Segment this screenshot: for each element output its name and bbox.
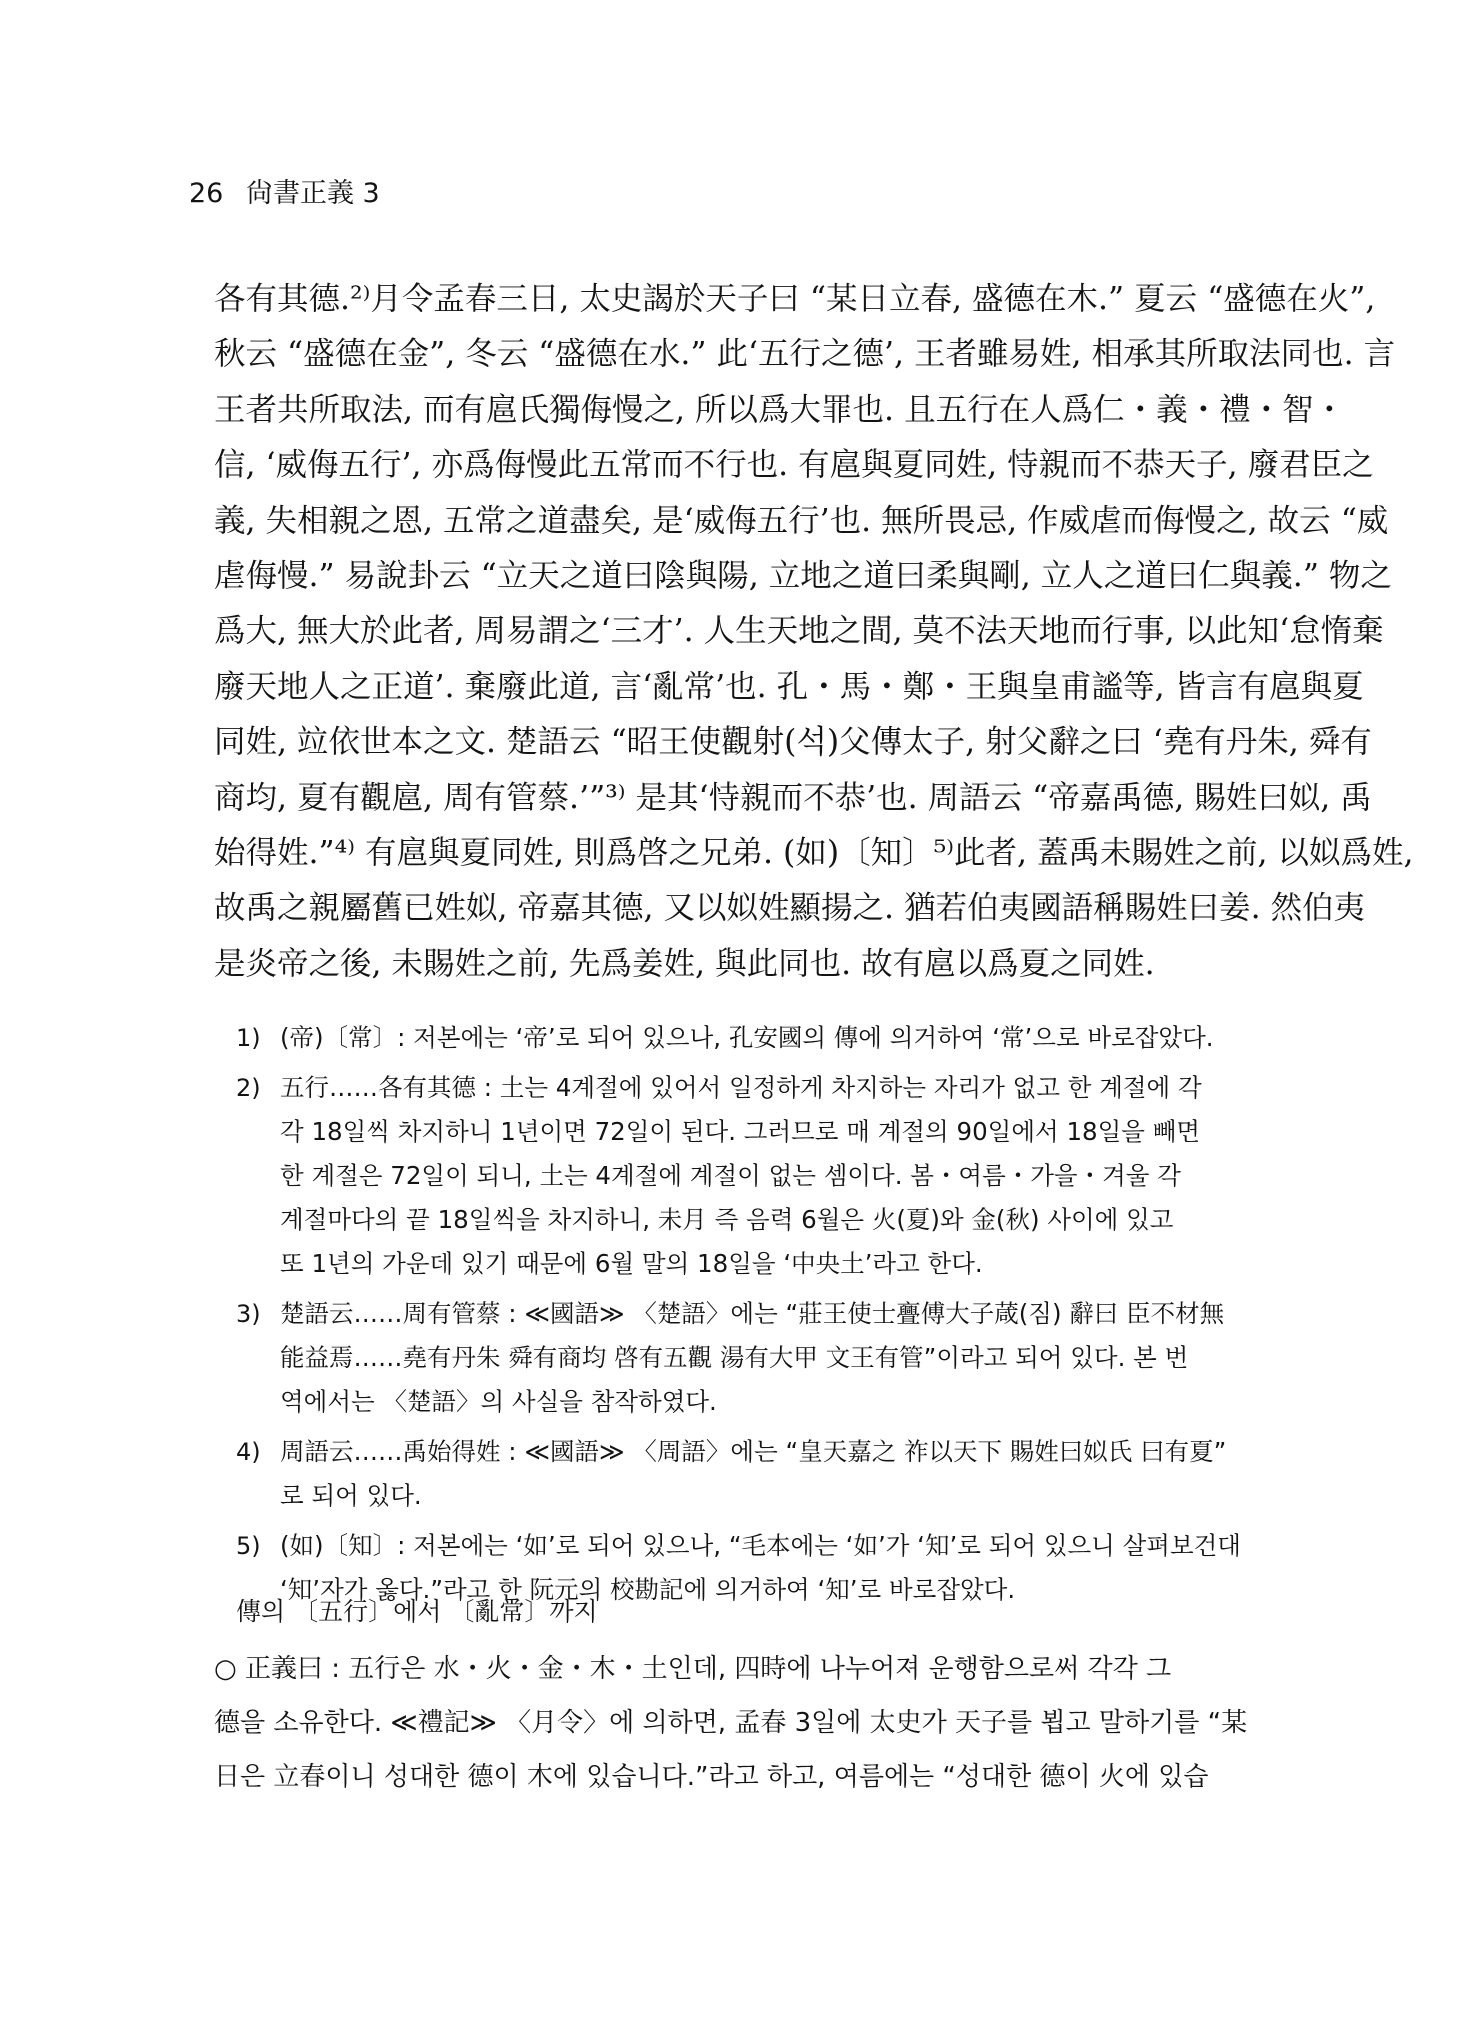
main-line: 商均, 夏有觀扈, 周有管蔡.’”³⁾ 是其‘恃親而不恭’也. 周語云 “帝嘉禹德, 賜姓曰姒, 禹 [214,779,1372,816]
footnote-line: (帝)〔常〕: 저본에는 ‘帝’로 되어 있으나, 孔安國의 傳에 의거하여 ‘常’으로 바로잡았다. [280,1023,1214,1052]
running-header [189,176,380,212]
footnote-line: 楚語云……周有管蔡 : ≪國語≫ 〈楚語〉에는 “莊王使士亹傅大子葴(짐) 辭曰 臣不材無 [280,1299,1225,1328]
footnote-line: 계절마다의 끝 18일씩을 차지하니, 未月 즉 음력 6월은 火(夏)와 金(秋) 사이에 있고 [280,1205,1174,1234]
main-line: 各有其德.²⁾月令孟春三日, 太史謁於天子曰 “某日立春, 盛德在木.” 夏云 “盛德在火”, [214,281,1376,317]
main-line: 虐侮慢.” 易說卦云 “立天之道曰陰與陽, 立地之道曰柔與剛, 立人之道曰仁與義.” 物之 [214,558,1392,595]
book-title: 尙書正義 3 [245,178,380,209]
commentary-line: ○ 正義曰 : 五行은 水・火・金・木・土인데, 四時에 나누어져 운행함으로써 각각 그 [214,1654,1172,1684]
main-line: 王者共所取法, 而有扈氏獨侮慢之, 所以爲大罪也. 且五行在人爲仁・義・禮・智・ [214,391,1346,428]
footnote-number: 4) [236,1438,261,1466]
footnote-3 [236,1292,1280,1424]
commentary-text [214,1642,1278,1804]
commentary-line: 日은 立春이니 성대한 德이 木에 있습니다.”라고 하고, 여름에는 “성대한 德이 火에 있습 [214,1762,1209,1792]
footnote-body [280,1292,1280,1424]
main-line: 信, ‘威侮五行’, 亦爲侮慢此五常而不行也. 有扈與夏同姓, 恃親而不恭天子, 廢君臣之 [214,447,1374,484]
footnote-number: 2) [236,1074,261,1102]
footnote-line: ‘知’자가 옳다.”라고 한 阮元의 校勘記에 의거하여 ‘知’로 바로잡았다. [280,1575,1016,1604]
footnote-line: 能益焉……堯有丹朱 舜有商均 啓有五觀 湯有大甲 文王有管”이라고 되어 있다. 본 번 [280,1343,1189,1372]
footnote-line: 로 되어 있다. [280,1481,422,1510]
main-line: 是炎帝之後, 未賜姓之前, 先爲姜姓, 與此同也. 故有扈以爲夏之同姓. [214,945,1155,982]
main-line: 故禹之親屬舊已姓姒, 帝嘉其德, 又以姒姓顯揚之. 猶若伯夷國語稱賜姓曰姜. 然伯夷 [214,890,1366,927]
footnotes [236,1016,1280,1618]
footnote-body [280,1430,1280,1518]
footnote-line: 한 계절은 72일이 되니, 土는 4계절에 계절이 없는 셈이다. 봄・여름・가을・겨울 각 [280,1161,1181,1190]
main-text [214,272,1414,992]
footnote-line: 또 1년의 가운데 있기 때문에 6월 말의 18일을 ‘中央土’라고 한다. [280,1249,983,1278]
footnote-number: 5) [236,1532,261,1560]
footnote-line: 周語云……禹始得姓 : ≪國語≫ 〈周語〉에는 “皇天嘉之 祚以天下 賜姓曰姒氏 曰有夏” [280,1437,1227,1466]
commentary-line: 德을 소유한다. ≪禮記≫ 〈月令〉에 의하면, 孟春 3일에 太史가 天子를 뵙고 말하기를 “某 [214,1708,1248,1738]
section-title: 傳의 〔五行〕에서 〔亂常〕까지 [236,1597,598,1626]
footnote-2 [236,1066,1280,1286]
main-line: 爲大, 無大於此者, 周易謂之‘三才’. 人生天地之間, 莫不法天地而行事, 以此知‘怠惰棄 [214,613,1384,650]
main-line: 始得姓.”⁴⁾ 有扈與夏同姓, 則爲啓之兄弟. (如)〔知〕⁵⁾此者, 蓋禹未賜姓之前, 以姒爲姓, [214,835,1414,872]
main-line: 同姓, 竝依世本之文. 楚語云 “昭王使觀射(석)父傳太子, 射父辭之曰 ‘堯有丹朱, 舜有 [214,724,1372,761]
footnote-body [280,1016,1280,1060]
footnote-line: (如)〔知〕: 저본에는 ‘如’로 되어 있으나, “毛本에는 ‘如’가 ‘知’로 되어 있으니 살펴보건대 [280,1531,1241,1560]
footnote-number: 3) [236,1300,261,1328]
main-line: 廢天地人之正道’. 棄廢此道, 言‘亂常’也. 孔・馬・鄭・王與皇甫謐等, 皆言有扈與夏 [214,668,1364,705]
page-number: 26 [189,178,224,209]
footnote-body [280,1066,1280,1286]
main-line: 秋云 “盛德在金”, 冬云 “盛德在水.” 此‘五行之德’, 王者雖易姓, 相承其所取法同也. 言 [214,336,1396,373]
footnote-1 [236,1016,1280,1060]
main-line: 義, 失相親之恩, 五常之道盡矣, 是‘威侮五行’也. 無所畏忌, 作威虐而侮慢之, 故云 “威 [214,502,1389,539]
footnote-number: 1) [236,1024,261,1052]
footnote-line: 각 18일씩 차지하니 1년이면 72일이 된다. 그러므로 매 계절의 90일에서 18일을 빼면 [280,1117,1201,1146]
footnote-4 [236,1430,1280,1518]
footnote-line: 역에서는 〈楚語〉의 사실을 참작하였다. [280,1387,717,1416]
footnote-line: 五行……各有其德 : 土는 4계절에 있어서 일정하게 차지하는 자리가 없고 한 계절에 각 [280,1073,1202,1102]
